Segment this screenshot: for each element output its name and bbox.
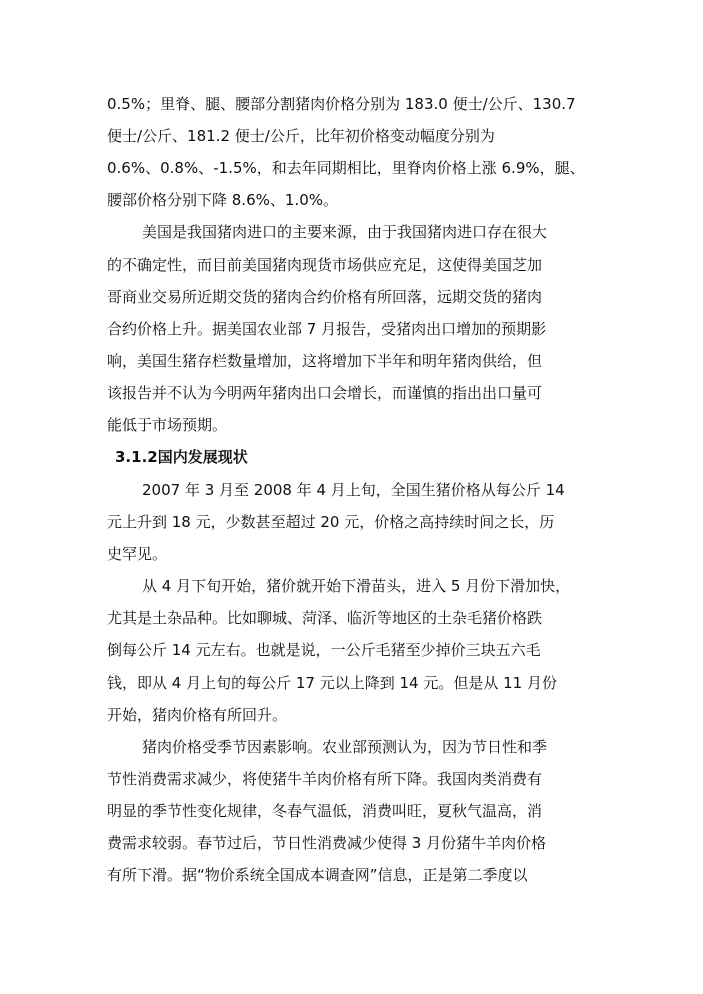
- text-line: 0.5%；里脊、腿、腰部分割猪肉价格分别为 183.0 便士/公斤、130.7: [107, 95, 576, 113]
- text-line: 响，美国生猪存栏数量增加，这将增加下半年和明年猪肉供给，但: [107, 352, 543, 370]
- text-line: 从 4 月下旬开始，猪价就开始下滑苗头，进入 5 月份下滑加快，: [142, 577, 571, 595]
- text-line: 2007 年 3 月至 2008 年 4 月上旬，全国生猪价格从每公斤 14: [142, 481, 565, 499]
- text-line: 美国是我国猪肉进口的主要来源，由于我国猪肉进口存在很大: [142, 223, 548, 241]
- text-line: 开始，猪肉价格有所回升。: [107, 706, 288, 724]
- text-line: 费需求较弱。春节过后，节日性消费减少使得 3 月份猪牛羊肉价格: [107, 834, 547, 852]
- text-line: 尤其是土杂品种。比如聊城、菏泽、临沂等地区的土杂毛猪价格跌: [107, 609, 543, 627]
- text-line: 哥商业交易所近期交货的猪肉合约价格有所回落，远期交货的猪肉: [107, 288, 543, 306]
- text-line: 元上升到 18 元，少数甚至超过 20 元，价格之高持续时间之长，历: [107, 513, 555, 531]
- text-line: 腰部价格分别下降 8.6%、1.0%。: [107, 191, 338, 209]
- text-line: 明显的季节性变化规律，冬春气温低，消费叫旺，夏秋气温高，消: [107, 802, 543, 820]
- text-line: 钱，即从 4 月上旬的每公斤 17 元以上降到 14 元。但是从 11 月份: [107, 674, 557, 692]
- text-line: 史罕见。: [107, 545, 168, 563]
- text-line: 猪肉价格受季节因素影响。农业部预测认为，因为节日性和季: [142, 738, 548, 756]
- text-line: 便士/公斤、181.2 便士/公斤，比年初价格变动幅度分别为: [107, 127, 495, 145]
- text-line: 能低于市场预期。: [107, 416, 228, 434]
- section-heading: 3.1.2国内发展现状: [115, 448, 248, 466]
- text-line: 的不确定性，而目前美国猪肉现货市场供应充足，这使得美国芝加: [107, 256, 543, 274]
- text-line: 0.6%、0.8%、-1.5%，和去年同期相比，里脊肉价格上涨 6.9%，腿、: [107, 159, 585, 177]
- text-line: 倒每公斤 14 元左右。也就是说，一公斤毛猪至少掉价三块五六毛: [107, 641, 541, 659]
- text-line: 合约价格上升。据美国农业部 7 月报告，受猪肉出口增加的预期影: [107, 320, 547, 338]
- text-line: 节性消费需求减少，将使猪牛羊肉价格有所下降。我国肉类消费有: [107, 770, 543, 788]
- text-line: 有所下滑。据“物价系统全国成本调查网”信息，正是第二季度以: [107, 866, 528, 884]
- text-line: 该报告并不认为今明两年猪肉出口会增长，而谨慎的指出出口量可: [107, 384, 543, 402]
